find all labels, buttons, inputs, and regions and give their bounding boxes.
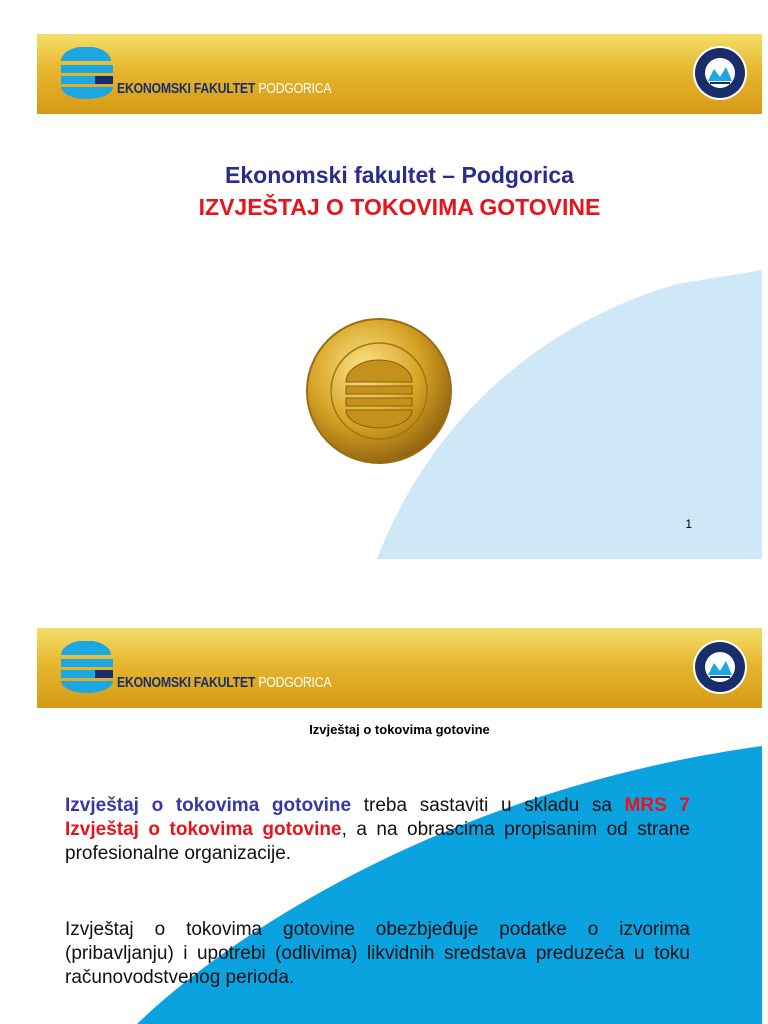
paragraph-mrs7 [65, 794, 690, 866]
faculty-logo-icon [59, 47, 119, 107]
faculty-medal-icon [304, 316, 454, 466]
university-seal-icon [692, 639, 748, 695]
logo-text-city: PODGORICA [258, 674, 332, 691]
university-seal-icon [692, 45, 748, 101]
slide-heading: Izvještaj o tokovima gotovine [309, 722, 490, 737]
slide-title: Ekonomski fakultet – Podgorica [225, 162, 574, 188]
header-divider [37, 708, 762, 711]
header-divider [37, 114, 762, 117]
logo-text-main: EKONOMSKI FAKULTET [117, 80, 256, 97]
text-span: treba sastaviti u skladu sa [351, 795, 625, 816]
slide-subtitle: IZVJEŠTAJ O TOKOVIMA GOTOVINE [198, 194, 601, 220]
slide-1 [37, 34, 762, 559]
faculty-logo [59, 641, 332, 701]
slide-2 [37, 628, 762, 1024]
page-number: 1 [685, 517, 692, 531]
logo-text-main: EKONOMSKI FAKULTET [117, 674, 256, 691]
paragraph-purpose: Izvještaj o tokovima gotovine obezbjeđuje podatke o izvorima (pribavljanju) i upotrebi (odlivima) likvidnih sredstava preduzeća u toku računovodstvenog perioda. [65, 919, 690, 988]
faculty-logo [59, 47, 332, 107]
text-span: , a na obrascima propisanim od strane profesionalne organizacije. [65, 819, 690, 864]
logo-text-city: PODGORICA [258, 80, 332, 97]
highlight-standard-name: MRS 7 Izvještaj o tokovima gotovine [65, 795, 690, 840]
faculty-logo-icon [59, 641, 119, 701]
highlight-report-name: Izvještaj o tokovima gotovine [65, 795, 352, 816]
